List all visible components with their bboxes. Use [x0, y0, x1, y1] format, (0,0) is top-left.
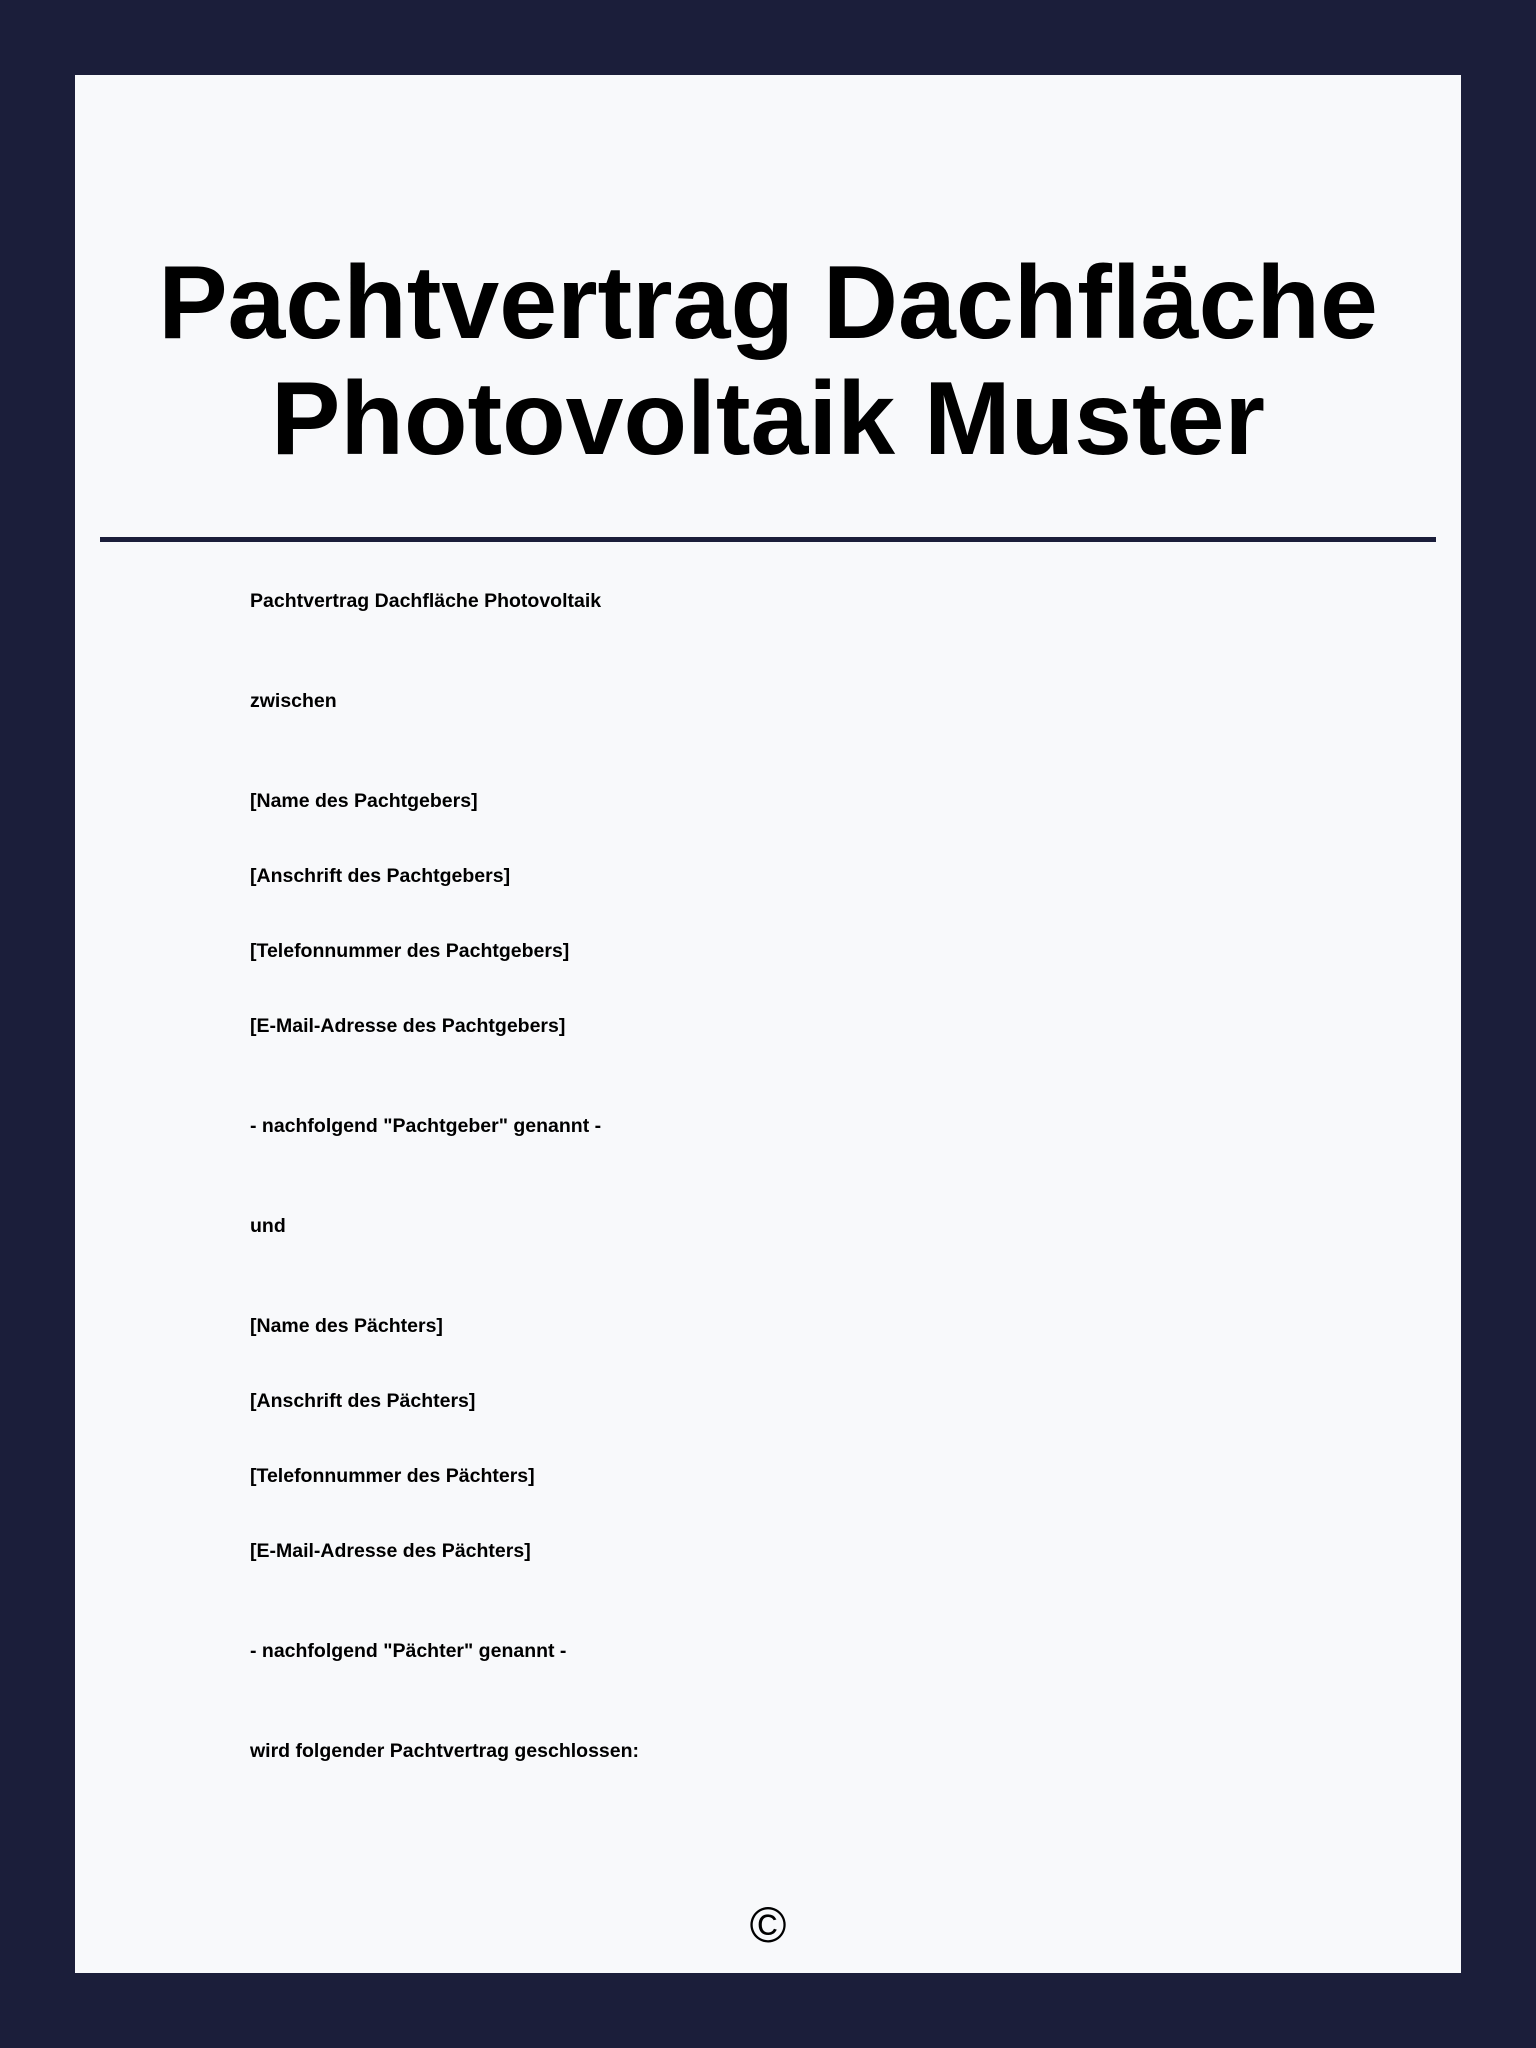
lessor-address: [Anschrift des Pachtgebers] — [250, 865, 511, 887]
lessee-name: [Name des Pächters] — [250, 1315, 443, 1337]
and-text: und — [250, 1215, 286, 1237]
lessor-email: [E-Mail-Adresse des Pachtgebers] — [250, 1015, 566, 1037]
title-line-1: Pachtvertrag Dachfläche — [158, 245, 1378, 361]
lessor-phone: [Telefonnummer des Pachtgebers] — [250, 940, 570, 962]
lessee-phone: [Telefonnummer des Pächters] — [250, 1465, 535, 1487]
between-text: zwischen — [250, 690, 337, 712]
lessor-name: [Name des Pachtgebers] — [250, 790, 478, 812]
closing-text: wird folgender Pachtvertrag geschlossen: — [250, 1740, 640, 1762]
lessee-email: [E-Mail-Adresse des Pächters] — [250, 1540, 531, 1562]
copyright-icon: © — [749, 1897, 787, 1953]
title-line-2: Photovoltaik Muster — [271, 361, 1265, 477]
document-title — [75, 245, 1461, 477]
document-page — [75, 75, 1461, 1973]
lessee-designation: - nachfolgend "Pächter" genannt - — [250, 1640, 567, 1662]
lessor-designation: - nachfolgend "Pachtgeber" genannt - — [250, 1115, 602, 1137]
title-divider — [100, 537, 1436, 542]
lessee-address: [Anschrift des Pächters] — [250, 1390, 476, 1412]
contract-heading: Pachtvertrag Dachfläche Photovoltaik — [250, 590, 602, 612]
